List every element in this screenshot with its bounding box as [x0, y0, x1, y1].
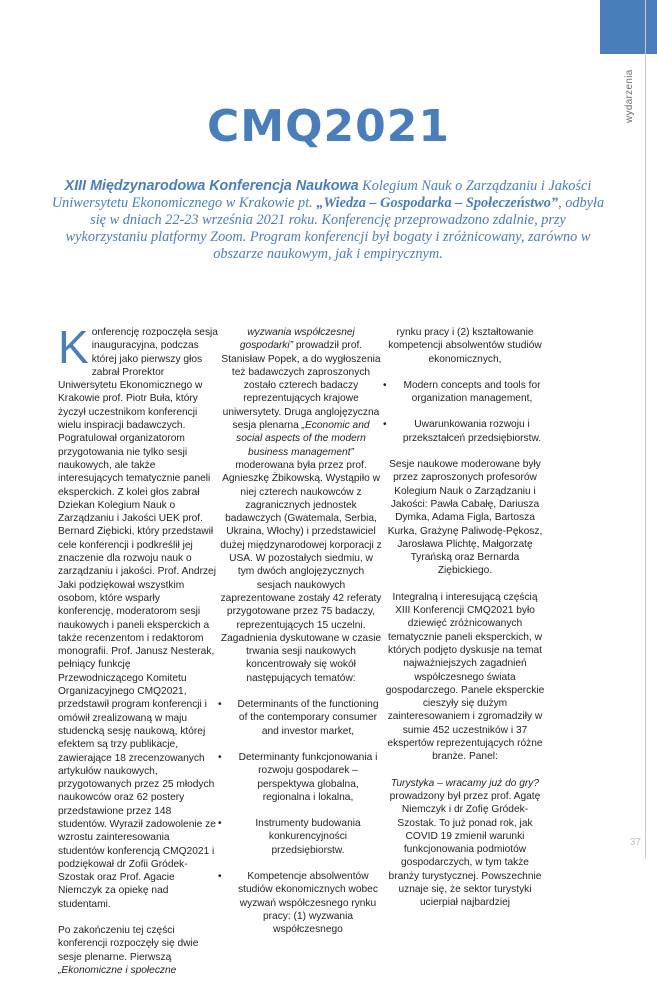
- paragraph: [58, 321, 218, 911]
- topics-list: [220, 698, 382, 936]
- text-column-3: [385, 326, 545, 923]
- paragraph-text: prowadzony był przez prof. Agatę Niemczyk i dr Zofię Gródek-Szostak. To już ponad rok, jak COVID 19 zmienił warunki funkcjonowania podmiotów gospodarczych, w tym także branży turystycznej. Powszechnie uznaje się, że sektor turystyki ucierpiał najbardziej: [388, 790, 542, 909]
- lead-text-1: Kolegium Nauk o Zarządzaniu i Jakości Uniwersytetu Ekonomicznego w Krakowie pt.: [51, 178, 592, 211]
- paragraph: Integralną i interesującą częścią XIII Konferencji CMQ2021 było dziewięć zróżnicowanych tematycznie paneli eksperckich, w których podjęto dyskusje na temat najważniejszych zagadnień współczesnego świata gospodarczego. Panele eksperckie cieszyły się dużym zainteresowaniem i zgromadziły w sumie 452 uczestników i 37 ekspertów reprezentujących różne branże. Panel:: [385, 591, 545, 763]
- paragraph-text: onferencję rozpoczęła sesja inauguracyjna, podczas której jako pierwszy głos zabrał Prorektor Uniwersytetu Ekonomicznego w Krakowie prof. Piotr Buła, który życzył uczestnikom konferencji wielu inspiracji badawczych. Pogratulował organizatorom przygotowania nie tylko sesji naukowych, ale także interesujących tematycznie paneli eksperckich. Z kolei głos zabrał Dziekan Kolegium Nauk o Zarządzaniu i Jakości UEK prof. Bernard Ziębicki, który przedstawił cele konferencji i podkreślił jej znaczenie dla rozwoju nauk o zarządzaniu i jakości. Prof. Andrzej Jaki podziękował wszystkim osobom, które wsparły konferencję, moderatorom sesji naukowych i paneli eksperckich a także recenzentom i redaktorom monografii. Prof. Janusz Nesterak, pełniący funkcję Przewodniczącego Komitetu Organizacyjnego CMQ2021, przedstawił program konferencji i omówił zrealizowaną w maju studencką sesję naukową, której efektem są trzy publikacje, zawierające 18 zrecenzowanych artykułów naukowych, przygotowanych przez 25 młodych naukowców oraz 62 postery przedstawione przez 148 studentów. Wyraził zadowolenie ze wzrostu zainteresowania studentów konferencją CMQ2021 i podziękował dr Zofii Gródek-Szostak oraz Prof. Agacie Niemczyk za opiekę nad studentami.: [58, 327, 218, 910]
- panel-title: Turystyka – wracamy już do gry?: [390, 777, 540, 789]
- session-title: „Economic and social aspects of the modern business management”: [236, 420, 370, 458]
- list-item: • Kompetencje absolwentów studiów ekonomicznych wobec wyzwań współczesnego rynku pracy: (1) wyzwania współczesnego: [220, 870, 382, 936]
- list-item: • Determinanty funkcjonowania i rozwoju gospodarek – perspektywa globalna, regionalna i lokalna,: [220, 751, 382, 804]
- article-title: CMQ2021: [207, 101, 450, 152]
- paragraph: [220, 326, 382, 685]
- lead-text-2: , odbyła się w dniach 22-23 września 2021 roku. Konferencję przeprowadzono zdalnie, przy wykorzystaniu platformy Zoom. Program konferencji był bogaty i zróżnicowany, zarówno w obszarze naukowym, jak i empirycznym.: [65, 195, 605, 262]
- paragraph: Sesje naukowe moderowane były przez zaproszonych profesorów Kolegium Nauk o Zarządzaniu i Jakości: Pawła Cabałę, Dariusza Dymka, Adama Figla, Bartosza Kurka, Grażynę Paliwodę-Pękosz, Jarosława Plichtę, Małgorzatę Tyrańską oraz Bernarda Ziębickiego.: [387, 459, 543, 577]
- section-color-tab: [600, 0, 657, 54]
- drop-cap: K: [58, 321, 89, 373]
- lead-conference-name: XIII Międzynarodowa Konferencja Naukowa: [64, 178, 359, 194]
- list-item: • Modern concepts and tools for organization management,: [385, 379, 545, 406]
- page-number: 37: [629, 837, 641, 848]
- paragraph: [58, 924, 218, 977]
- paragraph-text: moderowana była przez prof. Agnieszkę Żbikowską. Wystąpiło w niej czterech naukowców z zagranicznych jednostek badawczych (Gwatemala, Serbia, Ukraina, Włochy) i przedstawiciel dużej międzynarodowej korporacji z USA. W pozostałych siedmiu, w tym dwóch anglojęzycznych sesjach naukowych zaprezentowane zostały 42 referaty przygotowane przez 75 badaczy, reprezentujących 15 uczelni. Zagadnienia dyskutowane w czasie trwania sesji naukowych koncentrowały się wokół następujących tematów:: [220, 459, 382, 684]
- paragraph-text: prowadził prof. Stanisław Popek, a do wygłoszenia też badawczych zaproszonych zostało czterech badaczy reprezentujących krajowe uniwersytety. Druga anglojęzyczna sesja plenarna: [221, 340, 381, 432]
- list-item: • Uwarunkowania rozwoju i przekształceń przedsiębiorstw.: [385, 418, 545, 445]
- article-lead: [48, 178, 608, 263]
- text-column-1: [58, 321, 218, 990]
- paragraph: [385, 777, 545, 910]
- text-column-2: [220, 326, 382, 949]
- session-title: „Ekonomiczne i społeczne: [58, 964, 177, 976]
- paragraph: rynku pracy i (2) kształtowanie kompetencji absolwentów studiów ekonomicznych,: [388, 327, 542, 365]
- section-label: wydarzenia: [624, 69, 635, 123]
- topics-list-continued: [385, 379, 545, 445]
- paragraph-text: Po zakończeniu tej części konferencji rozpoczęły się dwie sesje plenarne. Pierwszą: [58, 925, 199, 963]
- list-item: • Instrumenty budowania konkurencyjności przedsiębiorstw.: [220, 817, 382, 857]
- lead-conference-topic: „Wiedza – Gospodarka – Społeczeństwo”: [316, 195, 559, 211]
- list-item: • Determinants of the functioning of the contemporary consumer and investor market,: [220, 698, 382, 738]
- session-title: wyzwania współczesnej gospodarki”: [239, 327, 355, 352]
